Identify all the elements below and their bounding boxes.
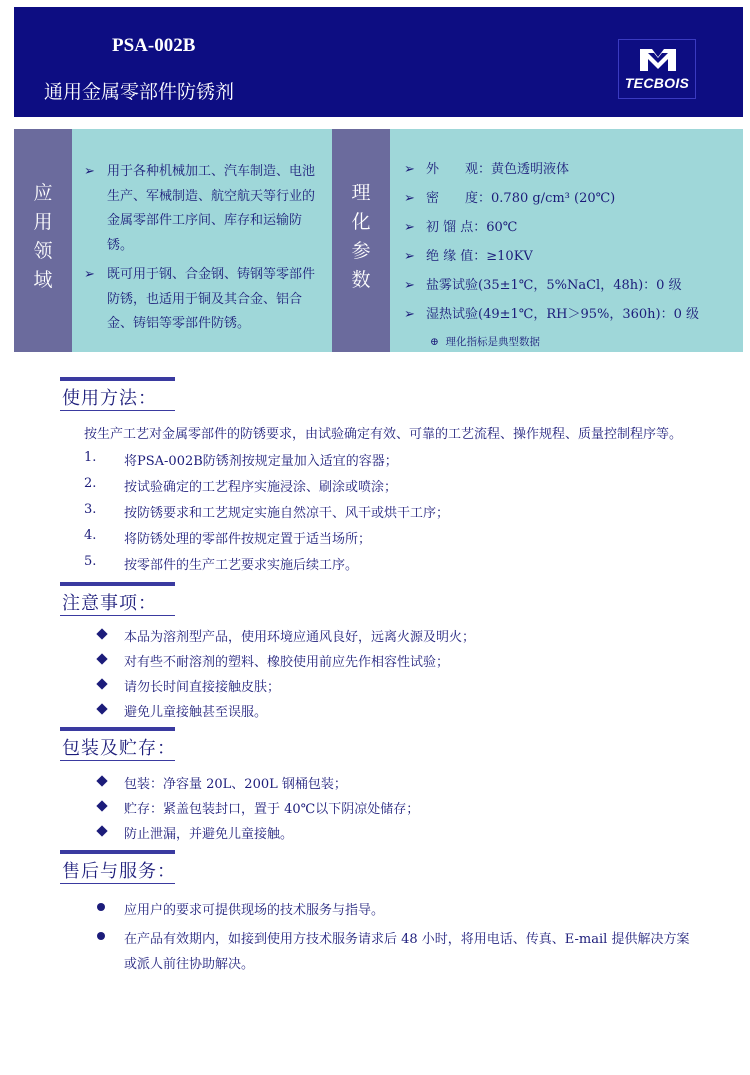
step-number: 3. xyxy=(84,502,97,517)
section-underline xyxy=(60,615,175,616)
usage-step: 将PSA-002B防锈剂按规定量加入适宜的容器； xyxy=(124,454,398,469)
precaution-item: 对有些不耐溶剂的塑料、橡胶使用前应先作相容性试验； xyxy=(124,655,450,670)
packaging-title: 包装及贮存： xyxy=(62,738,176,759)
arrow-bullet-icon: ➢ xyxy=(84,164,95,179)
section-bar xyxy=(60,850,175,854)
precaution-item: 本品为溶剂型产品，使用环境应通风良好，远离火源及明火； xyxy=(124,630,476,645)
property-row: ➢ 盐雾试验(35±1℃，5%NaCl，48h)：0 级 xyxy=(404,278,682,293)
dot-bullet-icon xyxy=(97,903,105,911)
arrow-bullet-icon: ➢ xyxy=(404,249,415,264)
step-number: 5. xyxy=(84,554,97,569)
diamond-bullet-icon xyxy=(96,800,107,811)
properties-label: 理 化 参 数 xyxy=(332,129,390,352)
usage-step: 按零部件的生产工艺要求实施后续工序。 xyxy=(124,558,359,573)
service-title: 售后与服务： xyxy=(62,861,176,882)
diamond-bullet-icon xyxy=(96,703,107,714)
section-underline xyxy=(60,410,175,411)
precaution-item: 避免儿童接触甚至误服。 xyxy=(124,705,268,720)
product-name: 通用金属零部件防锈剂 xyxy=(44,81,235,103)
step-number: 2. xyxy=(84,476,97,491)
arrow-bullet-icon: ➢ xyxy=(404,162,415,177)
properties-box xyxy=(390,129,743,352)
diamond-bullet-icon xyxy=(96,678,107,689)
diamond-bullet-icon xyxy=(96,653,107,664)
step-number: 1. xyxy=(84,450,97,465)
info-block xyxy=(14,129,743,352)
usage-step: 将防锈处理的零部件按规定置于适当场所； xyxy=(124,532,372,547)
diamond-bullet-icon xyxy=(96,628,107,639)
company-logo xyxy=(618,39,696,99)
application-item: ➢ 用于各种机械加工、汽车制造、电池生产、军械制造、航空航天等行业的金属零部件工序间、库存和运输防锈。 xyxy=(84,160,320,258)
section-bar xyxy=(60,582,175,586)
step-number: 4. xyxy=(84,528,97,543)
diamond-bullet-icon xyxy=(96,775,107,786)
diamond-bullet-icon xyxy=(96,825,107,836)
packaging-item: 贮存：紧盖包装封口，置于 40℃以下阴凉处储存； xyxy=(124,802,420,817)
property-row: ➢ 密 度：0.780 g/cm³ (20℃) xyxy=(404,191,616,206)
application-field-box xyxy=(72,129,332,352)
logo-mark-icon xyxy=(638,47,678,73)
section-bar xyxy=(60,377,175,381)
section-underline xyxy=(60,883,175,884)
application-field-label: 应 用 领 域 xyxy=(14,129,72,352)
application-item: ➢ 既可用于钢、合金钢、铸钢等零部件防锈，也适用于铜及其合金、铝合金、铸铝等零部件防锈。 xyxy=(84,263,320,337)
arrow-bullet-icon: ➢ xyxy=(404,278,415,293)
usage-step: 按防锈要求和工艺规定实施自然凉干、风干或烘干工序； xyxy=(124,506,450,521)
logo-text: TECBOIS xyxy=(624,75,690,91)
arrow-bullet-icon: ➢ xyxy=(404,191,415,206)
service-item: 在产品有效期内，如接到使用方技术服务请求后 48 小时，将用电话、传真、E-mail 提供解决方案 xyxy=(124,932,690,947)
property-row: ➢ 绝 缘 值：≥10KV xyxy=(404,249,533,264)
section-bar xyxy=(60,727,175,731)
usage-title: 使用方法： xyxy=(62,388,157,409)
circle-mark-icon: ⊕ xyxy=(430,336,439,348)
header-banner xyxy=(14,7,743,117)
product-code: PSA-002B xyxy=(112,35,196,56)
arrow-bullet-icon: ➢ xyxy=(84,267,95,282)
precaution-item: 请勿长时间直接接触皮肤； xyxy=(124,680,281,695)
properties-note: ⊕ 理化指标是典型数据 xyxy=(430,336,540,348)
property-row: ➢ 湿热试验(49±1℃，RH＞95%，360h)：0 级 xyxy=(404,307,700,322)
section-underline xyxy=(60,760,175,761)
property-row: ➢ 外 观：黄色透明液体 xyxy=(404,162,570,177)
service-item-continued: 或派人前往协助解决。 xyxy=(124,957,255,972)
dot-bullet-icon xyxy=(97,932,105,940)
property-row: ➢ 初 馏 点：60℃ xyxy=(404,220,518,235)
precautions-title: 注意事项： xyxy=(62,593,157,614)
service-item: 应用户的要求可提供现场的技术服务与指导。 xyxy=(124,903,385,918)
usage-step: 按试验确定的工艺程序实施浸涂、刷涂或喷涂； xyxy=(124,480,398,495)
arrow-bullet-icon: ➢ xyxy=(404,307,415,322)
usage-intro: 按生产工艺对金属零部件的防锈要求，由试验确定有效、可靠的工艺流程、操作规程、质量控制程序等。 xyxy=(84,427,683,442)
arrow-bullet-icon: ➢ xyxy=(404,220,415,235)
packaging-item: 包装：净容量 20L、200L 钢桶包装； xyxy=(124,777,347,792)
packaging-item: 防止泄漏，并避免儿童接触。 xyxy=(124,827,294,842)
